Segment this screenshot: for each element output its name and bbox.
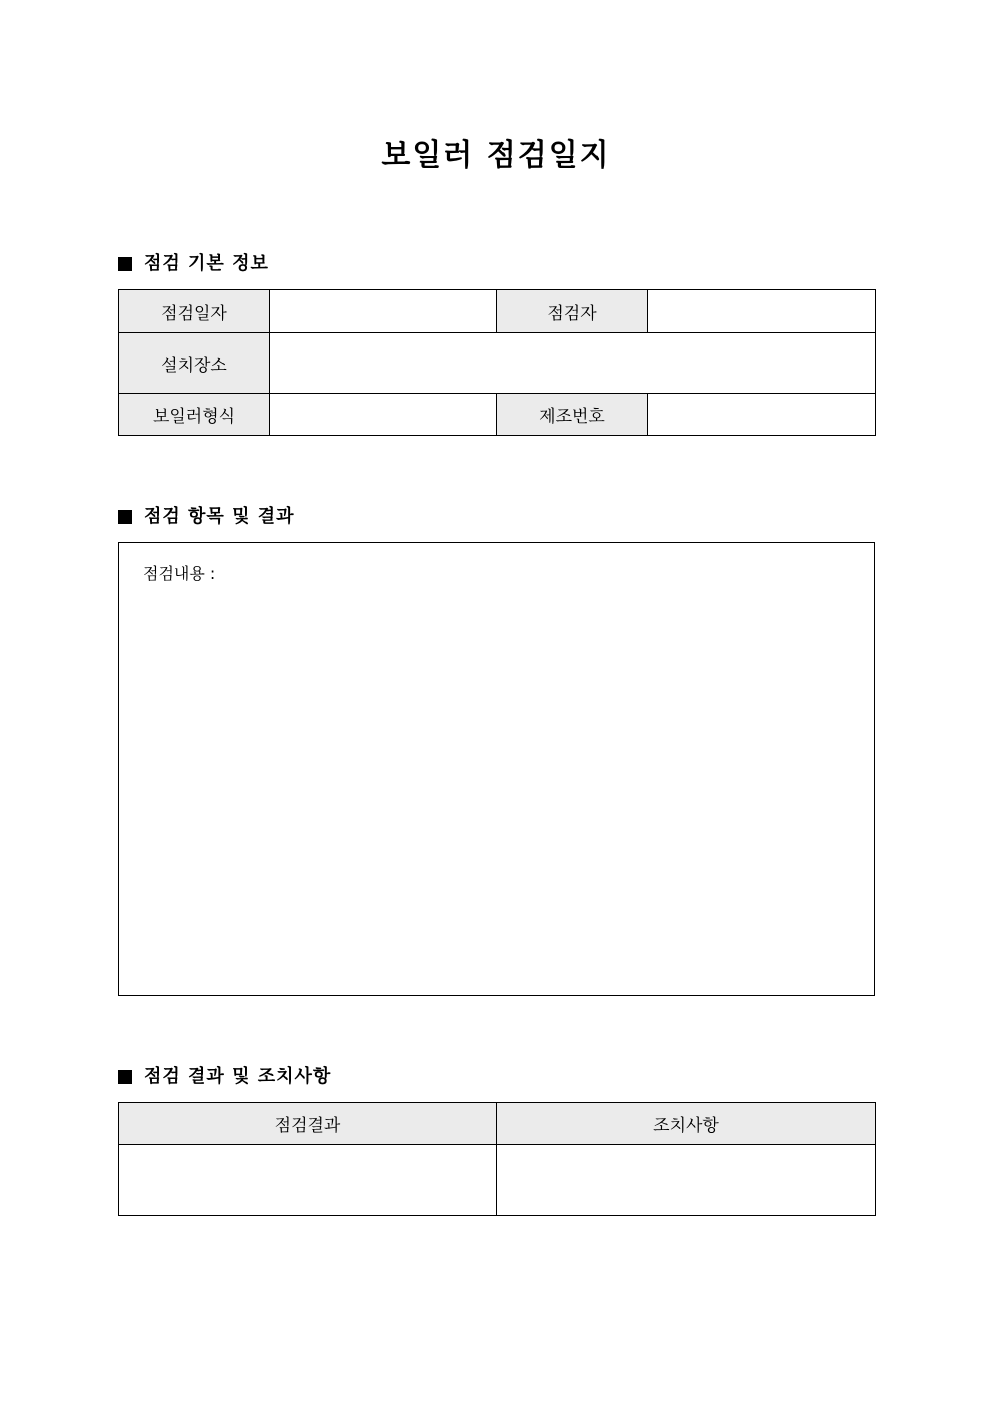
column-header-action: 조치사항: [497, 1103, 876, 1145]
table-row: [119, 394, 876, 436]
inspection-date-label: 점검일자: [119, 290, 270, 333]
column-header-result: 점검결과: [119, 1103, 497, 1145]
section-heading-results-actions: [118, 1065, 331, 1089]
square-bullet-icon: [118, 257, 132, 271]
result-field[interactable]: [119, 1145, 497, 1216]
section-heading-text: 점검 기본 정보: [144, 253, 269, 274]
inspection-content-box[interactable]: [118, 542, 875, 996]
section-heading-items-results: [118, 505, 295, 529]
boiler-type-label: 보일러형식: [119, 394, 270, 436]
serial-number-field[interactable]: [648, 394, 876, 436]
inspection-content-label: 점검내용 :: [143, 564, 216, 583]
section-heading-text: 점검 결과 및 조치사항: [144, 1066, 332, 1087]
basic-info-table: [118, 289, 876, 436]
install-location-field[interactable]: [270, 333, 876, 394]
table-row: [119, 333, 876, 394]
table-row: [119, 290, 876, 333]
inspection-date-field[interactable]: [270, 290, 497, 333]
inspector-field[interactable]: [648, 290, 876, 333]
table-row: [119, 1103, 876, 1145]
boiler-type-field[interactable]: [270, 394, 497, 436]
serial-number-label: 제조번호: [497, 394, 648, 436]
inspector-label: 점검자: [497, 290, 648, 333]
document-title: 보일러 점검일지: [381, 138, 611, 173]
results-actions-table: [118, 1102, 876, 1216]
square-bullet-icon: [118, 510, 132, 524]
install-location-label: 설치장소: [119, 333, 270, 394]
section-heading-text: 점검 항목 및 결과: [144, 506, 295, 527]
square-bullet-icon: [118, 1070, 132, 1084]
action-field[interactable]: [497, 1145, 876, 1216]
table-row: [119, 1145, 876, 1216]
section-heading-basic-info: [118, 252, 269, 276]
